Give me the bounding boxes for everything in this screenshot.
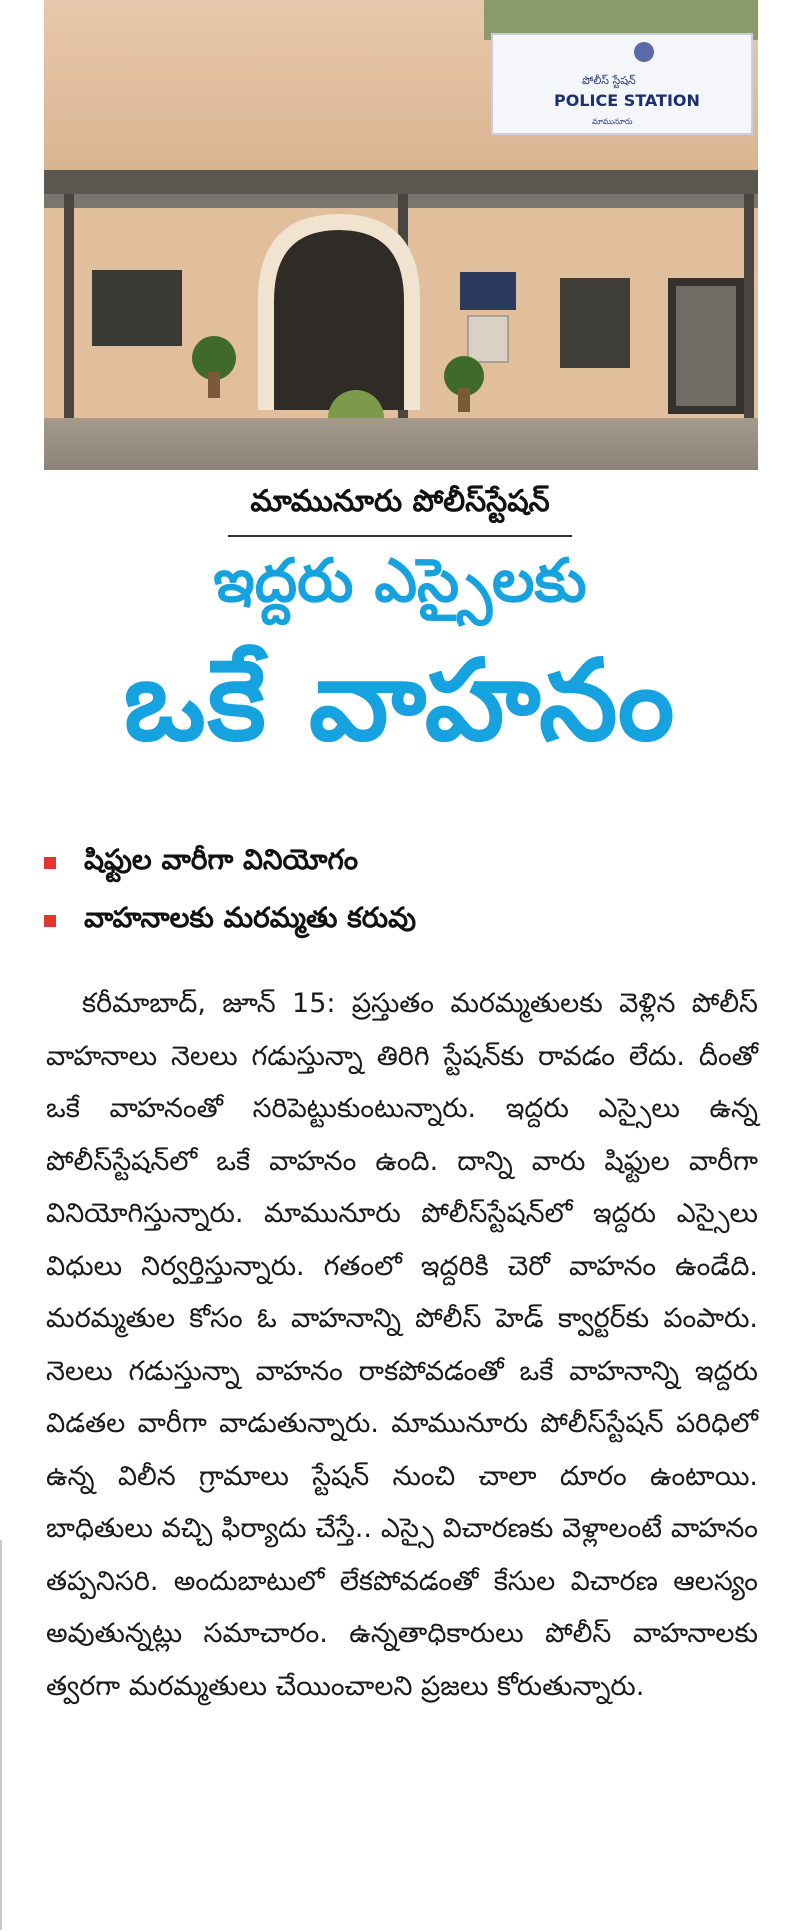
- column-rule: [0, 1540, 2, 1930]
- highlight-text: వాహనాలకు మరమ్మతు కరువు: [84, 901, 417, 934]
- sign-line-1: పోలీస్ స్టేషన్: [582, 74, 636, 87]
- police-station-sign: [492, 34, 752, 134]
- headline-line-2: ఒకే వాహనం: [123, 636, 677, 766]
- sign-line-3: మామునూరు: [592, 117, 633, 126]
- headline-line-1: ఇద్దరు ఎస్సైలకు: [213, 546, 587, 616]
- sign-line-2: POLICE STATION: [554, 91, 700, 110]
- highlight-text: షిఫ్టుల వారీగా వినియోగం: [84, 843, 359, 876]
- highlight-item: [44, 838, 758, 888]
- highlight-item: [44, 896, 758, 946]
- kicker-divider: [228, 535, 572, 537]
- article-body: కరీమాబాద్, జూన్ 15: ప్రస్తుతం మరమ్మతులకు వెళ్లిన పోలీస్ వాహనాలు నెలలు గడుస్తున్నా తిరిగి స్టేషన్‌కు రావడం లేదు. దీంతో ఒకే వాహనంతో సరిపెట్టుకుంటున్నారు. ఇద్దరు ఎస్సైలు ఉన్న పోలీస్‌స్టేషన్‌లో ఒకే వాహనం ఉంది. దాన్ని వారు షిఫ్టుల వారీగా వినియోగిస్తున్నారు. మామునూరు పోలీస్‌స్టేషన్‌లో ఇద్దరు ఎస్సైలు విధులు నిర్వర్తిస్తున్నారు. గతంలో ఇద్దరికి చెరో వాహనం ఉండేది. మరమ్మతుల కోసం ఓ వాహనాన్ని పోలీస్ హెడ్ క్వార్టర్‌కు పంపారు. నెలలు గడుస్తున్నా వాహనం రాకపోవడంతో ఒకే వాహనాన్ని ఇద్దరు విడతల వారీగా వాడుతున్నారు. మామునూరు పోలీస్‌స్టేషన్ పరిధిలో ఉన్న విలీన గ్రామాలు స్టేషన్ నుంచి చాలా దూరం ఉంటాయి. బాధితులు వచ్చి ఫిర్యాదు చేస్తే.. ఎస్సై విచారణకు వెళ్లాలంటే వాహనం తప్పనిసరి. అందుబాటులో లేకపోవడంతో కేసుల విచారణ ఆలస్యం అవుతున్నట్లు సమాచారం. ఉన్నతాధికారులు పోలీస్ వాహనాలకు త్వరగా మరమ్మతులు చేయించాలని ప్రజలు కోరుతున్నారు.: [46, 988, 758, 1702]
- highlights-list: [44, 838, 758, 954]
- bullet-square-icon: [44, 915, 56, 927]
- police-station-photo: [44, 0, 758, 470]
- article-kicker: మామునూరు పోలీస్‌స్టేషన్: [250, 484, 550, 519]
- bullet-square-icon: [44, 857, 56, 869]
